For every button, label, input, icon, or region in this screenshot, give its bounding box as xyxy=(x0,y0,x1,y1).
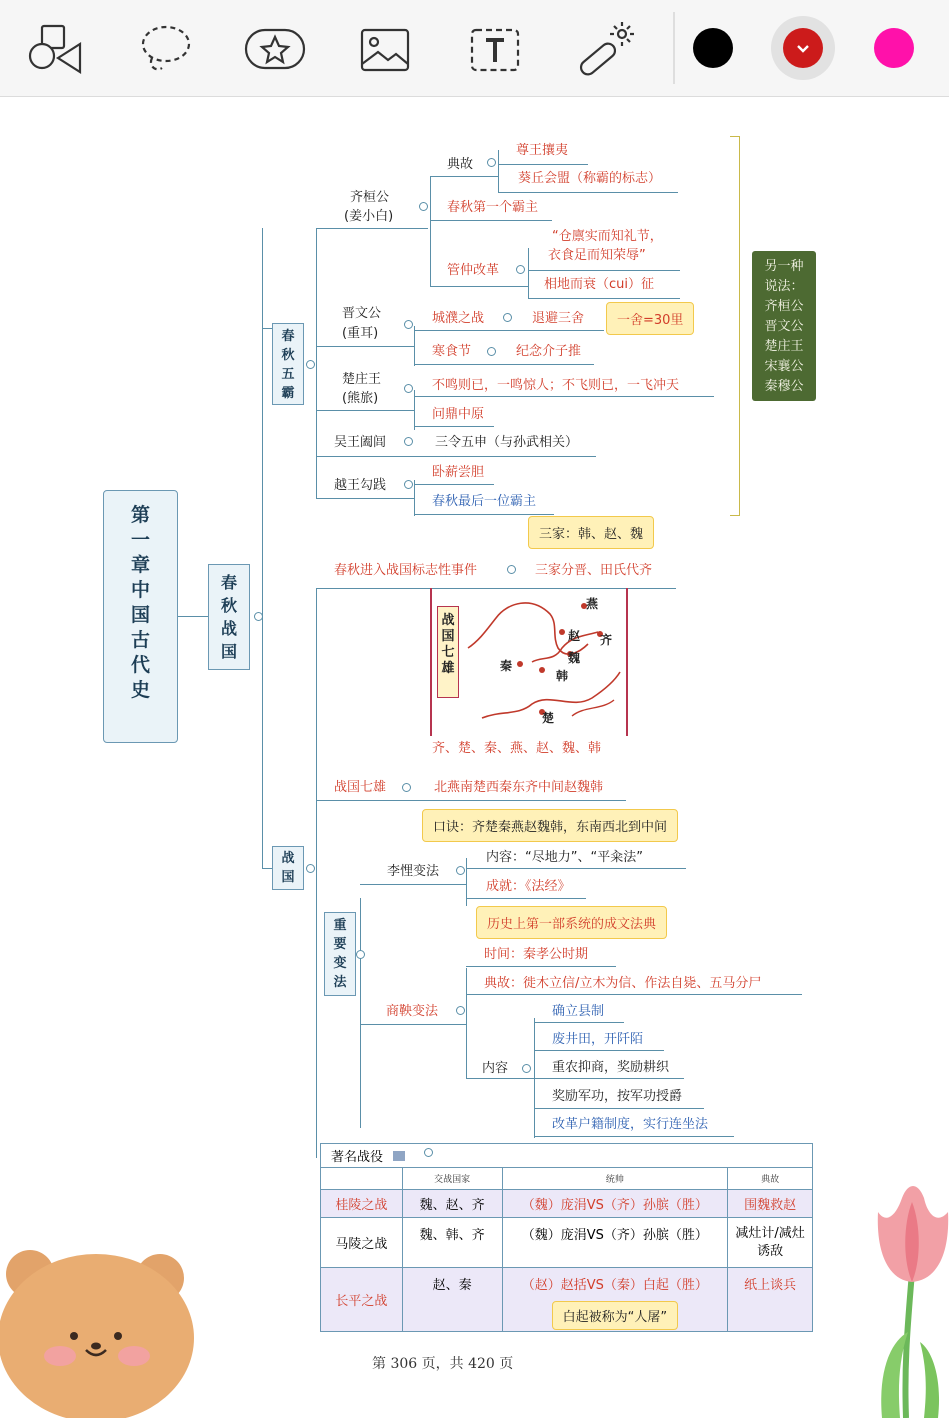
seven-states-list: 齐、楚、秦、燕、赵、魏、韩 xyxy=(432,741,602,756)
collapse-toggle[interactable] xyxy=(404,437,413,446)
sanjia-callout: 三家：韩、赵、魏 xyxy=(528,516,654,549)
content-item: 废井田，开阡陌 xyxy=(552,1032,644,1047)
connector xyxy=(414,330,514,331)
battle-commanders-cell xyxy=(502,1268,728,1332)
connector xyxy=(178,616,208,617)
notebook-page[interactable] xyxy=(0,98,949,1418)
li-kui-reform: 李悝变法 xyxy=(387,864,440,879)
root-node[interactable] xyxy=(103,490,178,743)
woxin-changdan: 卧薪尝胆 xyxy=(432,465,485,480)
buming-quote: 不鸣则已，一鸣惊人；不飞则已，一飞冲天 xyxy=(432,378,680,393)
collapse-toggle[interactable] xyxy=(456,866,465,875)
connector xyxy=(466,994,802,995)
hegemon-bracket xyxy=(730,136,740,516)
shang-yang-time: 时间：秦孝公时期 xyxy=(484,947,589,962)
header-cell: 交战国家 xyxy=(402,1168,502,1190)
chunqiu-wuba-node[interactable] xyxy=(272,323,304,405)
connector xyxy=(534,1050,664,1051)
qi-huan-name: 齐桓公 xyxy=(350,190,390,205)
connector xyxy=(316,588,317,1158)
connector xyxy=(498,150,499,192)
collapse-toggle[interactable] xyxy=(456,1006,465,1015)
connector xyxy=(528,298,680,299)
connector xyxy=(466,968,467,1078)
collapse-toggle[interactable] xyxy=(404,480,413,489)
collapse-toggle[interactable] xyxy=(522,1064,531,1073)
battles-title-cell xyxy=(321,1144,813,1168)
header-cell xyxy=(321,1168,403,1190)
reforms-title: 重要变法 xyxy=(333,918,347,990)
renzhu-callout: 白起被称为“人屠” xyxy=(552,1301,678,1330)
jin-wen-name: 晋文公 xyxy=(342,306,382,321)
color-magenta-swatch[interactable] xyxy=(874,28,914,68)
connector xyxy=(262,868,272,869)
connector xyxy=(316,800,626,801)
connector xyxy=(430,176,431,286)
connector xyxy=(316,228,428,229)
connector xyxy=(360,898,361,1128)
warring-title: 战国 xyxy=(281,851,295,885)
content-item: 确立县制 xyxy=(552,1004,605,1019)
jin-wen-alias: (重耳) xyxy=(342,326,379,341)
connector xyxy=(430,176,498,177)
connector xyxy=(514,330,604,331)
map-drawing xyxy=(432,588,630,736)
seven-states-title: 战国七雄 xyxy=(334,780,387,795)
text-box-icon[interactable] xyxy=(460,14,530,84)
connector xyxy=(466,1078,534,1079)
map-title-box xyxy=(437,606,459,698)
battle-story: 纸上谈兵 xyxy=(728,1268,813,1332)
map-state-han: 韩 xyxy=(556,669,569,683)
content-item: 奖励军功，按军功授爵 xyxy=(552,1089,683,1104)
collapse-toggle[interactable] xyxy=(507,565,516,574)
map-state-zhao: 赵 xyxy=(568,629,581,643)
collapse-toggle[interactable] xyxy=(254,612,263,621)
battle-name: 桂陵之战 xyxy=(321,1190,403,1218)
bear-sticker[interactable] xyxy=(0,1238,195,1418)
guanzhong-quote-line2: 衣食足而知荣辱” xyxy=(548,248,646,263)
connector xyxy=(466,868,686,869)
shang-yang-reform: 商鞅变法 xyxy=(386,1004,439,1019)
lasso-icon[interactable] xyxy=(130,14,200,84)
table-row xyxy=(321,1218,813,1268)
collapse-toggle[interactable] xyxy=(306,360,315,369)
collapse-toggle[interactable] xyxy=(306,864,315,873)
map-state-qi: 齐 xyxy=(600,633,613,647)
collapse-toggle[interactable] xyxy=(404,384,413,393)
qi-huan-alias: (姜小白) xyxy=(344,209,394,224)
reforms-node[interactable] xyxy=(324,912,356,996)
first-hegemon: 春秋第一个霸主 xyxy=(447,200,539,215)
connector xyxy=(360,884,466,885)
chu-zhuang-name: 楚庄王 xyxy=(342,372,382,387)
collapse-toggle[interactable] xyxy=(487,347,496,356)
xiangdi-erjue: 相地而衰（cui）征 xyxy=(544,277,654,292)
shang-yang-content: 内容 xyxy=(482,1061,509,1076)
content-item: 改革户籍制度，实行连坐法 xyxy=(552,1117,709,1132)
fajing-callout: 历史上第一部系统的成文法典 xyxy=(476,906,667,939)
zhanguo-node[interactable] xyxy=(272,846,304,890)
header-cell: 典故 xyxy=(728,1168,813,1190)
battle-name: 长平之战 xyxy=(321,1268,403,1332)
seven-states-map xyxy=(430,588,628,736)
collapse-toggle[interactable] xyxy=(404,320,413,329)
entry-event-label: 春秋进入战国标志性事件 xyxy=(334,563,478,578)
wending-zhongyuan: 问鼎中原 xyxy=(432,407,485,422)
alt-hegemons-note[interactable] xyxy=(752,251,816,401)
map-state-yan: 燕 xyxy=(586,597,599,611)
collapse-toggle[interactable] xyxy=(419,202,428,211)
qi-huan-diangu: 典故 xyxy=(447,157,474,172)
battle-states: 赵、秦 xyxy=(402,1268,502,1332)
battles-title: 著名战役 xyxy=(331,1150,384,1165)
guanzhong-reform: 管仲改革 xyxy=(447,263,500,278)
mnemonic-callout: 口诀：齐楚秦燕赵魏韩，东南西北到中间 xyxy=(422,809,678,842)
spring-title: 春秋五霸 xyxy=(281,329,295,401)
chengpu-battle: 城濮之战 xyxy=(432,311,485,326)
tulip-sticker[interactable] xyxy=(868,1162,949,1418)
battle-name: 马陵之战 xyxy=(321,1218,403,1268)
sanling-wushen: 三令五申（与孙武相关） xyxy=(435,435,579,450)
connector xyxy=(534,1078,684,1079)
kuiqiu-huimeng: 葵丘会盟（称霸的标志） xyxy=(518,171,662,186)
table-row xyxy=(321,1268,813,1332)
connector xyxy=(534,1022,624,1023)
map-state-wei: 魏 xyxy=(568,651,581,665)
sticker-icon[interactable] xyxy=(240,14,310,84)
seven-states-position: 北燕南楚西秦东齐中间赵魏韩 xyxy=(434,780,604,795)
connector xyxy=(466,898,586,899)
connector xyxy=(316,228,317,498)
battle-states: 魏、赵、齐 xyxy=(402,1190,502,1218)
jinian-jiezitui: 纪念介子推 xyxy=(516,344,582,359)
wu-helv-name: 吴王阖闾 xyxy=(334,435,387,450)
collapse-toggle[interactable] xyxy=(516,265,525,274)
map-title: 战国七雄 xyxy=(441,613,455,676)
guanzhong-quote-line1: “仓廪实而知礼节， xyxy=(552,229,663,244)
collapse-toggle[interactable] xyxy=(402,783,411,792)
yue-goujian-name: 越王勾践 xyxy=(334,478,387,493)
level1-label: 春秋战国 xyxy=(220,573,237,661)
connector xyxy=(262,228,263,868)
battle-story: 围魏救赵 xyxy=(728,1190,813,1218)
battle-story: 减灶计/减灶诱敌 xyxy=(728,1218,813,1268)
chevron-down-icon xyxy=(783,28,823,68)
connector xyxy=(528,248,529,298)
header-cell: 统帅 xyxy=(502,1168,728,1190)
connector xyxy=(262,328,272,329)
toolbar xyxy=(0,0,949,97)
page-number: 第 306 页，共 420 页 xyxy=(372,1356,514,1372)
laser-pointer-icon[interactable] xyxy=(572,14,642,84)
map-state-qin: 秦 xyxy=(500,659,513,673)
alt-hegemons-text: 另一种说法：齐桓公晋文公楚庄王宋襄公秦穆公 xyxy=(764,259,804,394)
table-row xyxy=(321,1190,813,1218)
connector xyxy=(414,396,714,397)
connector xyxy=(414,326,415,366)
last-hegemon: 春秋最后一位霸主 xyxy=(432,494,537,509)
connector xyxy=(414,484,494,485)
li-kui-achievement: 成就：《法经》 xyxy=(486,879,571,894)
image-icon[interactable] xyxy=(350,14,420,84)
bear-icon xyxy=(0,1238,195,1418)
connector xyxy=(534,1108,704,1109)
collapse-toggle[interactable] xyxy=(356,950,365,959)
battle-commanders: （魏）庞涓VS（齐）孙膑（胜） xyxy=(502,1218,728,1268)
connector xyxy=(414,364,594,365)
color-black-swatch[interactable] xyxy=(693,28,733,68)
tuibi-sanshe: 退避三舍 xyxy=(532,311,585,326)
connector xyxy=(316,410,414,411)
toolbar-separator xyxy=(673,12,675,84)
hanshi-festival: 寒食节 xyxy=(432,344,472,359)
connector xyxy=(534,1136,734,1137)
battle-commanders: （赵）赵括VS（秦）白起（胜） xyxy=(521,1278,708,1293)
tulip-icon xyxy=(868,1162,949,1418)
chunqiu-zhanguo-node[interactable] xyxy=(208,564,250,670)
chu-zhuang-alias: (熊旅) xyxy=(342,391,379,406)
connector xyxy=(528,270,680,271)
battle-commanders: （魏）庞涓VS（齐）孙膑（胜） xyxy=(502,1190,728,1218)
map-state-chu: 楚 xyxy=(542,711,555,725)
connector xyxy=(360,1024,466,1025)
connector xyxy=(414,426,494,427)
content-item: 重农抑商，奖励耕织 xyxy=(552,1060,670,1075)
connector xyxy=(316,346,414,347)
color-red-swatch[interactable] xyxy=(783,28,823,68)
collapse-toggle[interactable] xyxy=(487,158,496,167)
root-label: 第一章 中国古代史 xyxy=(130,504,150,701)
connector xyxy=(414,480,415,516)
shapes-icon[interactable] xyxy=(20,14,90,84)
connector xyxy=(316,498,414,499)
zunwang-rangyi: 尊王攘夷 xyxy=(516,143,569,158)
note-icon[interactable] xyxy=(393,1151,405,1161)
one-she-callout: 一舍=30里 xyxy=(606,302,694,335)
shang-yang-stories: 典故：徙木立信/立木为信、作法自毙、五马分尸 xyxy=(484,976,762,991)
connector xyxy=(498,192,678,193)
connector xyxy=(414,514,554,515)
connector xyxy=(430,286,528,287)
entry-event-value: 三家分晋、田氏代齐 xyxy=(535,563,653,578)
connector xyxy=(466,966,616,967)
connector xyxy=(498,164,588,165)
connector xyxy=(430,220,552,221)
battle-states: 魏、韩、齐 xyxy=(402,1218,502,1268)
battles-table xyxy=(320,1143,813,1332)
connector xyxy=(316,456,596,457)
li-kui-content: 内容：“尽地力”、“平籴法” xyxy=(486,850,643,865)
collapse-toggle[interactable] xyxy=(503,313,512,322)
